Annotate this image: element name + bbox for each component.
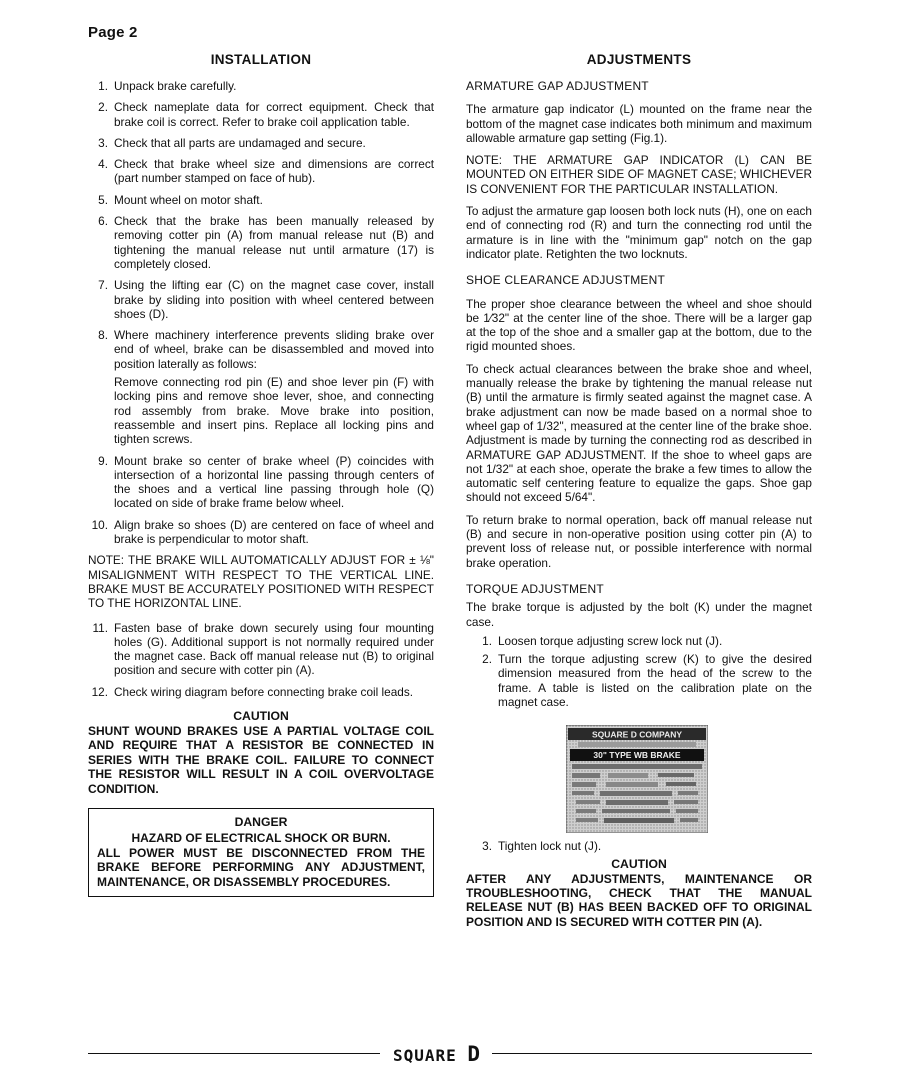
calibration-plate-image bbox=[566, 725, 708, 833]
page-number: Page 2 bbox=[88, 24, 138, 41]
list-item: 3. Check that all parts are undamaged and secure. bbox=[98, 135, 366, 150]
plate-brand: SQUARE D COMPANY bbox=[591, 729, 683, 740]
list-item: 7. Using the lifting ear (C) on the magnet case cover, install brake by sliding into position with wheel centered between shoes (D). bbox=[98, 278, 434, 321]
list-item: 5. Mount wheel on motor shaft. bbox=[98, 192, 263, 207]
torque-heading: TORQUE ADJUSTMENT bbox=[466, 581, 604, 596]
list-item: 4. Check that brake wheel size and dimensions are correct (part number stamped on face of hub). bbox=[98, 157, 434, 186]
armature-gap-procedure: To adjust the armature gap loosen both lock nuts (H), one on each end of connecting rod (R) and turn the connecting rod until the armature is in line with the "minimum gap" notch on the gap indicator plate. Retighten the two locknuts. bbox=[466, 204, 812, 261]
footer bbox=[88, 1042, 812, 1064]
danger-box bbox=[88, 808, 434, 897]
plate-type: 30" TYPE WB BRAKE bbox=[593, 750, 681, 761]
step-8-detail: Remove connecting rod pin (E) and shoe lever pin (F) with locking pins and remove shoe lever, shoe, and connecting rod assembly from brake. Move brake into position, reassemble and insert pins. Replace all locking pins and tighten screws. bbox=[114, 375, 434, 447]
torque-paragraph: The brake torque is adjusted by the bolt (K) under the magnet case. bbox=[466, 600, 812, 629]
danger-text: ALL POWER MUST BE DISCONNECTED FROM THE BRAKE BEFORE PERFORMING ANY ADJUSTMENT, MAINTENANCE, OR DISASSEMBLY PROCEDURES. bbox=[97, 846, 425, 889]
adjustments-caution-text: AFTER ANY ADJUSTMENTS, MAINTENANCE OR TROUBLESHOOTING, CHECK THAT THE MANUAL RELEASE NUT (B) HAS BEEN BACKED OFF TO ORIGINAL POSITION AND IS SECURED WITH COTTER PIN (A). bbox=[466, 871, 812, 929]
caution-title: CAUTION bbox=[233, 708, 289, 723]
list-item: 2. Check nameplate data for correct equipment. Check that brake coil is correct. Refer to brake coil application table. bbox=[98, 100, 434, 129]
list-item: 6. Check that the brake has been manually released by removing cotter pin (A) from manual release nut (B) and tightening the manual release nut until armature (17) is completely closed. bbox=[98, 214, 434, 271]
logo-d: D bbox=[467, 1042, 482, 1066]
list-item: 10. Align brake so shoes (D) are centered on face of wheel and brake is perpendicular to motor shaft. bbox=[91, 517, 434, 547]
armature-gap-heading: ARMATURE GAP ADJUSTMENT bbox=[466, 79, 649, 93]
installation-title: INSTALLATION bbox=[210, 52, 312, 67]
logo-word: SQUARE bbox=[392, 1046, 468, 1065]
misalignment-note: NOTE: THE BRAKE WILL AUTOMATICALLY ADJUST FOR ± ⅛" MISALIGNMENT WITH RESPECT TO THE VERTICAL LINE. BRAKE MUST BE ACCURATELY POSITIONED WITH RESPECT TO THE HORIZONTAL LINE. bbox=[88, 553, 434, 611]
torque-step-3 bbox=[466, 839, 812, 853]
danger-subtitle: HAZARD OF ELECTRICAL SHOCK OR BURN. bbox=[131, 831, 391, 846]
footer-rule-right bbox=[492, 1053, 812, 1054]
adjustments-caution-title: CAUTION bbox=[611, 856, 667, 871]
torque-steps bbox=[466, 634, 812, 709]
caution-text: SHUNT WOUND BRAKES USE A PARTIAL VOLTAGE COIL AND REQUIRE THAT A RESISTOR BE CONNECTED IN SERIES WITH THE BRAKE COIL. FAILURE TO CONNECT THE RESISTOR WILL RESULT IN A COIL OVERVOLTAGE CONDITION. bbox=[88, 723, 434, 796]
adjustments-column bbox=[466, 52, 812, 929]
installation-steps-c bbox=[88, 621, 434, 699]
armature-gap-note: NOTE: THE ARMATURE GAP INDICATOR (L) CAN BE MOUNTED ON EITHER SIDE OF MAGNET CASE; WHICHEVER IS CONVENIENT FOR THE PARTICULAR INSTALLATION. bbox=[466, 153, 812, 196]
footer-rule-left bbox=[88, 1053, 380, 1054]
list-item: 8. Where machinery interference prevents sliding brake over end of wheel, brake can be disassembled and moved into position laterally as follows: bbox=[98, 328, 434, 371]
list-item: 9. Mount brake so center of brake wheel (P) coincides with intersection of a horizontal line passing through centers of the shoes and a vertical line passing through hole (Q) located on side of brake frame below wheel. bbox=[98, 453, 434, 511]
list-item: 12. Check wiring diagram before connecting brake coil leads. bbox=[91, 684, 414, 699]
installation-steps-b bbox=[88, 454, 434, 547]
danger-title: DANGER bbox=[234, 815, 288, 830]
calibration-plate bbox=[566, 725, 708, 833]
shoe-clearance-return: To return brake to normal operation, back off manual release nut (B) and secure in non-operative position using cotter pin (A) to prevent loss of release nut, or possible interference with normal brake operation. bbox=[466, 512, 812, 570]
list-item: 2. Turn the torque adjusting screw (K) to give the desired dimension measured from the head of the screw to the frame. A table is listed on the calibration plate on the magnet case. bbox=[482, 652, 812, 709]
list-item: 1. Unpack brake carefully. bbox=[98, 79, 237, 93]
list-item: 3. Tighten lock nut (J). bbox=[482, 839, 602, 854]
installation-steps-a bbox=[88, 79, 434, 371]
armature-gap-paragraph: The armature gap indicator (L) mounted on the frame near the bottom of the magnet case indicates both minimum and maximum allowable armature gap setting (Fig.1). bbox=[466, 102, 812, 145]
square-d-logo bbox=[390, 1042, 484, 1066]
list-item: 1. Loosen torque adjusting screw lock nut (J). bbox=[482, 633, 723, 648]
shoe-clearance-paragraph: The proper shoe clearance between the wheel and shoe should be 1⁄32" at the center line of the shoe. There will be a larger gap at the top of the shoe and a smaller gap at the bottom, due to the rigid mounted shoes. bbox=[466, 296, 812, 354]
adjustments-title: ADJUSTMENTS bbox=[586, 52, 692, 67]
shoe-clearance-heading: SHOE CLEARANCE ADJUSTMENT bbox=[466, 273, 666, 288]
list-item: 11. Fasten base of brake down securely using four mounting holes (G). Additional support is not normally required under the magnet case. Back off manual release nut (B) to original position and secure with cotter pin (A). bbox=[92, 620, 434, 678]
shoe-clearance-check: To check actual clearances between the brake shoe and wheel, manually release the brake by tightening the manual release nut (B) until the armature is firmly seated against the magnet case. A brake adjustment can now be made based on a normal shoe to wheel gap of 1/32", measured at the center line of the brake shoe. Adjustment is made by turning the connecting rod as described in ARMATURE GAP ADJUSTMENT. If the shoe to wheel gaps are not 1/32" at each shoe, operate the brake a few times to allow the automatic self centering feature to equalize the gaps. Shoe gap should not exceed 5/64". bbox=[466, 361, 812, 505]
installation-column bbox=[88, 52, 434, 897]
